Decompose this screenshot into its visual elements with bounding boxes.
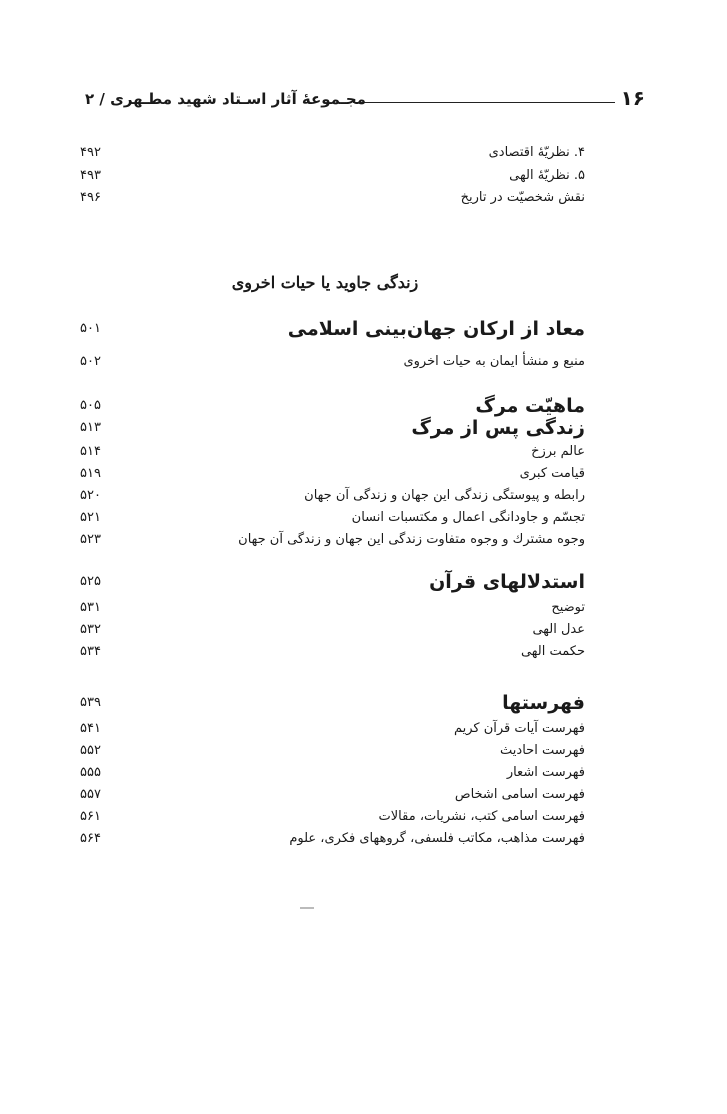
- toc-entry-title: وجوه مشترك و وجوه متفاوت زندگی این جهان و زندگی آن جهان: [238, 532, 585, 547]
- running-title: مجـموعهٔ آثار اسـتاد شهید مطـهری / ۲: [85, 90, 366, 108]
- toc-entry-title: ۴. نظریّهٔ اقتصادی: [488, 145, 585, 160]
- toc-page-number: ۵۵۷: [80, 787, 101, 802]
- toc-row: [80, 441, 585, 463]
- toc-entry-title: فهرست مذاهب، مکاتب فلسفی، گروههای فکری، علوم: [289, 831, 585, 846]
- toc-page-number: ۵۲۳: [80, 532, 101, 547]
- toc-heading-title: معاد از ارکان جهان‌بینی اسلامی: [287, 318, 585, 340]
- toc-page-number: ۵۲۰: [80, 488, 101, 503]
- toc-entry-title: عالم برزخ: [531, 444, 585, 459]
- toc-page-number: ۵۳۱: [80, 600, 101, 615]
- toc-row: [80, 619, 585, 641]
- toc-entry-title: فهرست اسامی اشخاص: [454, 787, 585, 802]
- header-rule: [353, 102, 615, 103]
- toc-page-number: ۴۹۲: [80, 145, 101, 160]
- toc-entry-title: قیامت کبری: [519, 466, 585, 481]
- toc-heading-title: فهرستها: [502, 692, 585, 714]
- toc-page-number: ۵۵۲: [80, 743, 101, 758]
- toc-page-number: ۵۳۲: [80, 622, 101, 637]
- toc-heading-row: [80, 692, 585, 714]
- toc-row: [80, 740, 585, 762]
- toc-row: [80, 142, 585, 164]
- toc-heading-row: [80, 318, 585, 340]
- toc-row: [80, 165, 585, 187]
- toc-page-number: ۵۵۵: [80, 765, 101, 780]
- toc-row: [80, 762, 585, 784]
- toc-row: [80, 507, 585, 529]
- toc-page-number: ۵۶۴: [80, 831, 101, 846]
- toc-page-number: ۵۱۳: [80, 420, 101, 435]
- toc-heading-row: [80, 395, 585, 417]
- toc-page-number: ۵۳۹: [80, 695, 101, 710]
- toc-page-number: ۵۰۵: [80, 398, 101, 413]
- toc-entry-title: منبع و منشأ ایمان به حیات اخروی: [403, 354, 585, 369]
- toc-heading-row: [80, 417, 585, 439]
- toc-page-number: ۵۰۱: [80, 321, 101, 336]
- toc-page-number: ۵۰۲: [80, 354, 101, 369]
- toc-row: [80, 485, 585, 507]
- toc-entry-title: تجسّم و جاودانگی اعمال و مکتسبات انسان: [351, 510, 585, 525]
- toc-row: [80, 828, 585, 850]
- page-header: [85, 86, 645, 116]
- toc-row: [80, 784, 585, 806]
- toc-page-number: ۵۱۴: [80, 444, 101, 459]
- toc-heading-title: استدلالهای قرآن: [429, 571, 585, 593]
- toc-page-number: ۵۴۱: [80, 721, 101, 736]
- toc-entry-title: نقش شخصیّت در تاریخ: [460, 190, 585, 205]
- toc-heading-title: زندگی پس از مرگ: [411, 417, 585, 439]
- toc-row: [80, 463, 585, 485]
- toc-entry-title: ۵. نظریّهٔ الهی: [509, 168, 585, 183]
- page-number: ۱۶: [620, 86, 645, 110]
- toc-page-number: ۵۶۱: [80, 809, 101, 824]
- toc-entry-title: فهرست اشعار: [506, 765, 585, 780]
- toc-row: [80, 597, 585, 619]
- toc-page-number: ۴۹۶: [80, 190, 101, 205]
- toc-row: [80, 718, 585, 740]
- toc-page-number: ۵۳۴: [80, 644, 101, 659]
- toc-row: [80, 806, 585, 828]
- part-title: زندگی جاوید یا حیات اخروی: [231, 273, 419, 292]
- toc-row: [80, 187, 585, 209]
- toc-entry-title: توضیح: [551, 600, 585, 615]
- toc-entry-title: حکمت الهی: [520, 644, 585, 659]
- toc-heading-row: [80, 571, 585, 593]
- toc-entry-title: رابطه و پیوستگی زندگی این جهان و زندگی آن جهان: [304, 488, 585, 503]
- toc-page-number: ۵۲۱: [80, 510, 101, 525]
- scan-speck: [300, 907, 314, 909]
- toc-row: [80, 641, 585, 663]
- toc-heading-title: ماهیّت مرگ: [475, 395, 585, 417]
- toc-entry-title: فهرست اسامی کتب، نشریات، مقالات: [378, 809, 585, 824]
- toc-page-number: ۴۹۳: [80, 168, 101, 183]
- toc-entry-title: فهرست احادیث: [500, 743, 585, 758]
- toc-entry-title: فهرست آیات قرآن کریم: [453, 721, 585, 736]
- toc-row: [80, 351, 585, 373]
- toc-page-number: ۵۲۵: [80, 574, 101, 589]
- toc-row: [80, 529, 585, 551]
- toc-page-number: ۵۱۹: [80, 466, 101, 481]
- toc-entry-title: عدل الهی: [532, 622, 585, 637]
